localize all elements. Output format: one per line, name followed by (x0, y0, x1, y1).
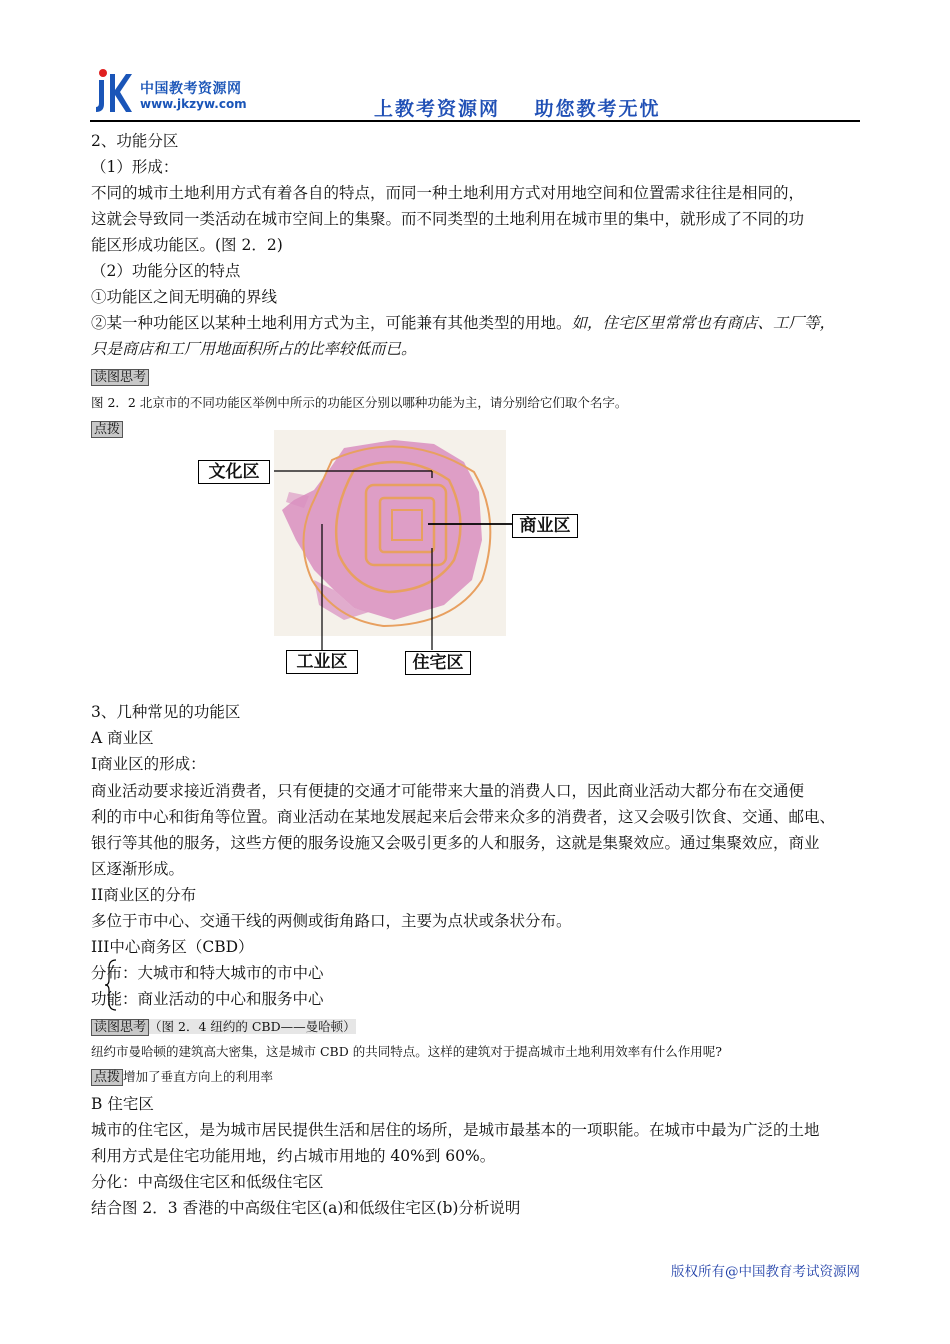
commercial-distribution-title: II商业区的分布 (91, 886, 197, 904)
read-think-row-2 (91, 1016, 356, 1038)
paragraph-line: 城市的住宅区，是为城市居民提供生活和居住的场所，是城市最基本的一项职能。在城市中最为广泛的土地 (91, 1121, 820, 1139)
hint-row-2 (91, 1067, 273, 1088)
commercial-formation-title: I商业区的形成： (91, 755, 206, 773)
residential-title: B 住宅区 (91, 1095, 154, 1113)
feature-example: 如，住宅区里常常也有商店、工厂等， (571, 314, 836, 332)
site-name: 中国教考资源网 (140, 81, 242, 97)
paragraph-line: 不同的城市土地利用方式有着各自的特点，而同一种土地利用方式对用地空间和位置需求往往是相同的， (91, 184, 805, 202)
paragraph-line: 利的市中心和街角等位置。商业活动在某地发展起来后会带来众多的消费者，这又会吸引饮食、交通、邮电、 (91, 808, 836, 826)
paragraph-line: 银行等其他的服务，这些方便的服务设施又会吸引更多的人和服务，这就是集聚效应。通过集聚效应，商业 (91, 834, 820, 852)
label-residential-zone: 住宅区 (405, 651, 471, 675)
feature-example-cont: 只是商店和工厂用地面积所占的比率较低而已。 (91, 340, 417, 358)
commercial-title: A 商业区 (91, 729, 154, 747)
paragraph-line: 多位于市中心、交通干线的两侧或街角路口，主要为点状或条状分布。 (91, 912, 572, 930)
label-industrial-zone: 工业区 (286, 650, 358, 674)
label-commercial-zone: 商业区 (512, 514, 578, 538)
feature-text: ②某一种功能区以某种土地利用方式为主，可能兼有其他类型的用地。 (91, 314, 572, 332)
figure-2-3-instruction: 结合图 2．3 香港的中高级住宅区(a)和低级住宅区(b)分析说明 (91, 1199, 521, 1217)
cbd-distribution: 分布：大城市和特大城市的市中心 (91, 964, 324, 982)
hint-answer: 增加了垂直方向上的利用率 (123, 1069, 274, 1084)
paragraph-line: 能区形成功能区。(图 2．2) (91, 236, 283, 254)
read-think-tag: 读图思考 (91, 1019, 149, 1036)
header-slogan: 上教考资源网 助您教考无忧 (374, 98, 661, 120)
brace-icon (104, 958, 120, 1012)
hint-tag: 点拨 (91, 421, 123, 438)
paragraph-line: 商业活动要求接近消费者，只有便捷的交通才可能带来大量的消费人口，因此商业活动大都分布在交通便 (91, 782, 805, 800)
figure-2-2-question: 图 2．2 北京市的不同功能区举例中所示的功能区分别以哪种功能为主，请分别给它们取个名字。 (91, 395, 628, 410)
cbd-function: 功能：商业活动的中心和服务中心 (91, 990, 324, 1008)
residential-division: 分化：中高级住宅区和低级住宅区 (91, 1173, 324, 1191)
paragraph-line: 这就会导致同一类活动在城市空间上的集聚。而不同类型的土地利用在城市里的集中，就形成了不同的功 (91, 210, 805, 228)
section-2-title: 2、功能分区 (91, 132, 179, 150)
feature-item: ①功能区之间无明确的界线 (91, 288, 278, 306)
section-3-title: 3、几种常见的功能区 (91, 703, 241, 721)
figure-2-4-question: 纽约市曼哈顿的建筑高大密集，这是城市 CBD 的共同特点。这样的建筑对于提高城市土地利用效率有什么作用呢? (91, 1044, 722, 1059)
hint-tag: 点拨 (91, 1069, 123, 1086)
paragraph-line: 区逐渐形成。 (91, 860, 185, 878)
read-think-tag: 读图思考 (91, 369, 149, 386)
figure-2-4-caption: （图 2．4 纽约的 CBD——曼哈顿） (149, 1019, 356, 1034)
footer-copyright: 版权所有@中国教育考试资源网 (671, 1264, 860, 1280)
cbd-title: III中心商务区（CBD） (91, 938, 254, 956)
label-culture-zone: 文化区 (198, 460, 270, 484)
site-url: www.jkzyw.com (140, 97, 247, 111)
subsection-features: （2）功能分区的特点 (91, 262, 241, 280)
subsection-formation: （1）形成： (91, 158, 179, 176)
paragraph-line: 利用方式是住宅功能用地，约占城市用地的 40%到 60%。 (91, 1147, 496, 1165)
